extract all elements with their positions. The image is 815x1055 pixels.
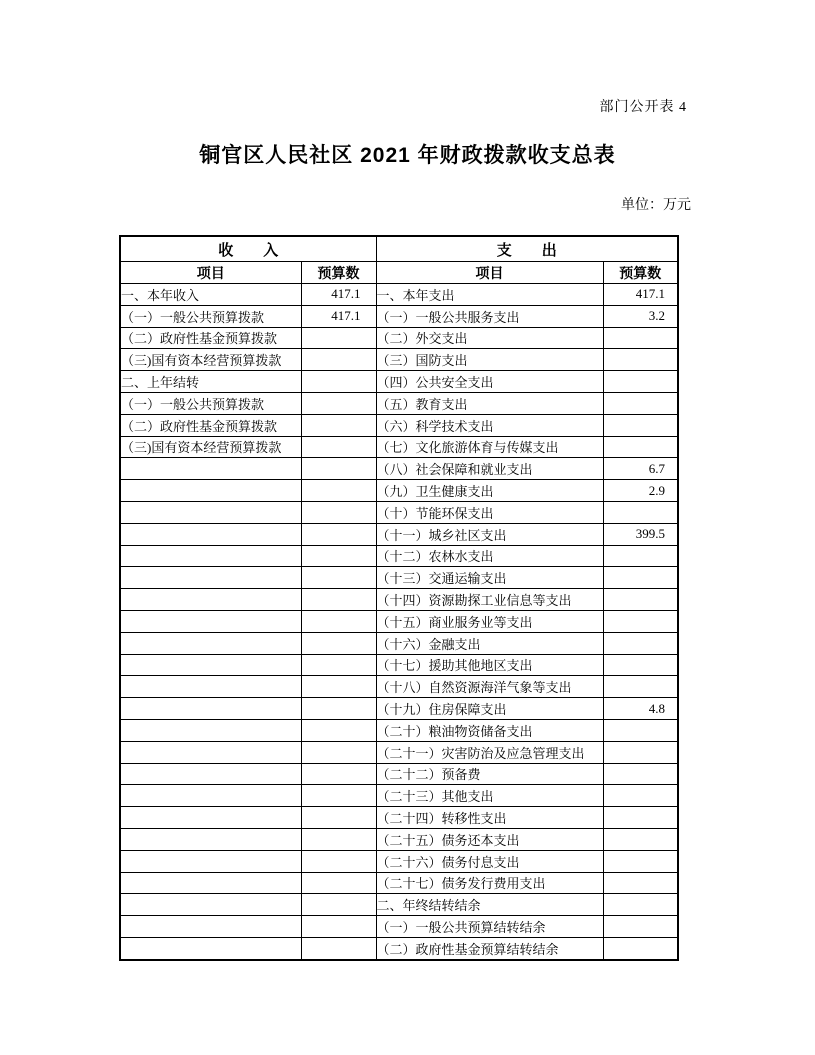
section-header-row xyxy=(120,236,678,262)
expense-item-cell: （二十四）转移性支出 xyxy=(376,807,603,829)
table-row xyxy=(120,392,678,414)
income-value-cell xyxy=(301,458,376,480)
income-value-cell xyxy=(301,698,376,720)
income-item-cell xyxy=(120,937,301,959)
income-value-cell xyxy=(301,327,376,349)
income-item-cell xyxy=(120,501,301,523)
expense-value-cell xyxy=(603,872,678,894)
income-value-cell xyxy=(301,719,376,741)
income-item-cell xyxy=(120,785,301,807)
doc-sheet-label: 部门公开表 4 xyxy=(599,100,687,115)
table-row xyxy=(120,523,678,545)
expense-value-cell xyxy=(603,763,678,785)
income-item-cell xyxy=(120,828,301,850)
expense-value-cell: 6.7 xyxy=(603,458,678,480)
income-item-cell: （一）一般公共预算拨款 xyxy=(120,305,301,327)
income-item-cell: 一、本年收入 xyxy=(120,284,301,306)
expense-value-cell xyxy=(603,916,678,938)
income-value-cell xyxy=(301,371,376,393)
income-value-cell xyxy=(301,501,376,523)
expense-section-header: 支 出 xyxy=(376,236,678,262)
table-row xyxy=(120,480,678,502)
page-title: 铜官区人民社区 2021 年财政拨款收支总表 xyxy=(199,144,616,167)
expense-item-cell: （四）公共安全支出 xyxy=(376,371,603,393)
income-value-cell xyxy=(301,632,376,654)
expense-item-cell: （十二）农林水支出 xyxy=(376,545,603,567)
income-value-cell xyxy=(301,610,376,632)
income-item-cell xyxy=(120,480,301,502)
table-row xyxy=(120,654,678,676)
income-value-cell xyxy=(301,676,376,698)
income-item-cell xyxy=(120,850,301,872)
table-row xyxy=(120,545,678,567)
table-row xyxy=(120,719,678,741)
income-value-cell xyxy=(301,567,376,589)
income-value-cell xyxy=(301,392,376,414)
income-value-cell xyxy=(301,741,376,763)
expense-value-cell xyxy=(603,349,678,371)
expense-value-cell: 417.1 xyxy=(603,284,678,306)
table-row xyxy=(120,676,678,698)
expense-item-cell: （三）国防支出 xyxy=(376,349,603,371)
income-item-cell xyxy=(120,872,301,894)
income-value-cell xyxy=(301,763,376,785)
table-row xyxy=(120,349,678,371)
table-row xyxy=(120,436,678,458)
expense-value-cell: 4.8 xyxy=(603,698,678,720)
income-item-cell: （二）政府性基金预算拨款 xyxy=(120,414,301,436)
expense-item-cell: （十七）援助其他地区支出 xyxy=(376,654,603,676)
table-row xyxy=(120,872,678,894)
expense-item-cell: （二十六）债务付息支出 xyxy=(376,850,603,872)
income-budget-header: 预算数 xyxy=(301,262,376,284)
table-row xyxy=(120,828,678,850)
table-row xyxy=(120,371,678,393)
income-item-cell xyxy=(120,654,301,676)
expense-item-cell: （十五）商业服务业等支出 xyxy=(376,610,603,632)
expense-item-cell: （十一）城乡社区支出 xyxy=(376,523,603,545)
income-item-cell xyxy=(120,458,301,480)
income-item-cell xyxy=(120,741,301,763)
expense-item-cell: （八）社会保障和就业支出 xyxy=(376,458,603,480)
expense-item-cell: （二十五）债务还本支出 xyxy=(376,828,603,850)
income-item-cell xyxy=(120,676,301,698)
table-body xyxy=(120,284,678,960)
expense-budget-header: 预算数 xyxy=(603,262,678,284)
income-item-cell xyxy=(120,523,301,545)
income-value-cell xyxy=(301,523,376,545)
income-item-cell xyxy=(120,610,301,632)
expense-value-cell xyxy=(603,894,678,916)
table-row xyxy=(120,458,678,480)
income-item-cell: （一）一般公共预算拨款 xyxy=(120,392,301,414)
expense-item-cell: （二十）粮油物资储备支出 xyxy=(376,719,603,741)
budget-table xyxy=(119,235,679,961)
income-value-cell xyxy=(301,480,376,502)
table-row xyxy=(120,785,678,807)
income-item-cell: （三)国有资本经营预算拨款 xyxy=(120,436,301,458)
table-row xyxy=(120,894,678,916)
expense-item-cell: 一、本年支出 xyxy=(376,284,603,306)
income-value-cell xyxy=(301,414,376,436)
income-item-cell xyxy=(120,807,301,829)
table-row xyxy=(120,589,678,611)
table-row xyxy=(120,916,678,938)
table-row xyxy=(120,741,678,763)
expense-value-cell xyxy=(603,610,678,632)
income-item-cell: （三)国有资本经营预算拨款 xyxy=(120,349,301,371)
table-row xyxy=(120,327,678,349)
income-value-cell: 417.1 xyxy=(301,305,376,327)
income-item-cell xyxy=(120,916,301,938)
table-row xyxy=(120,305,678,327)
expense-item-cell: （十）节能环保支出 xyxy=(376,501,603,523)
expense-item-cell: （一）一般公共服务支出 xyxy=(376,305,603,327)
table-row xyxy=(120,850,678,872)
income-item-cell: （二）政府性基金预算拨款 xyxy=(120,327,301,349)
expense-item-cell: （二十三）其他支出 xyxy=(376,785,603,807)
table-row xyxy=(120,763,678,785)
income-value-cell xyxy=(301,589,376,611)
expense-value-cell xyxy=(603,807,678,829)
expense-value-cell xyxy=(603,501,678,523)
income-item-cell xyxy=(120,894,301,916)
expense-item-cell: （一）一般公共预算结转结余 xyxy=(376,916,603,938)
income-value-cell xyxy=(301,436,376,458)
table-row xyxy=(120,937,678,959)
table-row xyxy=(120,632,678,654)
expense-value-cell xyxy=(603,414,678,436)
expense-item-cell: （二十二）预备费 xyxy=(376,763,603,785)
expense-item-cell: （十六）金融支出 xyxy=(376,632,603,654)
expense-value-cell xyxy=(603,545,678,567)
expense-value-cell: 2.9 xyxy=(603,480,678,502)
income-item-cell xyxy=(120,589,301,611)
expense-value-cell: 3.2 xyxy=(603,305,678,327)
income-value-cell xyxy=(301,828,376,850)
expense-item-cell: （五）教育支出 xyxy=(376,392,603,414)
income-item-cell xyxy=(120,698,301,720)
expense-value-cell xyxy=(603,850,678,872)
expense-item-cell: （十四）资源勘探工业信息等支出 xyxy=(376,589,603,611)
expense-item-cell: 二、年终结转结余 xyxy=(376,894,603,916)
expense-value-cell xyxy=(603,937,678,959)
income-value-cell: 417.1 xyxy=(301,284,376,306)
expense-item-cell: （十九）住房保障支出 xyxy=(376,698,603,720)
expense-value-cell xyxy=(603,785,678,807)
expense-item-cell: （二十七）债务发行费用支出 xyxy=(376,872,603,894)
expense-value-cell xyxy=(603,436,678,458)
income-value-cell xyxy=(301,807,376,829)
income-item-cell xyxy=(120,763,301,785)
table-row xyxy=(120,610,678,632)
expense-value-cell xyxy=(603,371,678,393)
income-value-cell xyxy=(301,785,376,807)
income-value-cell xyxy=(301,850,376,872)
income-item-header: 项目 xyxy=(120,262,301,284)
table-row xyxy=(120,284,678,306)
table-row xyxy=(120,501,678,523)
expense-item-cell: （七）文化旅游体育与传媒支出 xyxy=(376,436,603,458)
expense-value-cell xyxy=(603,719,678,741)
table-row xyxy=(120,567,678,589)
income-value-cell xyxy=(301,349,376,371)
expense-value-cell xyxy=(603,392,678,414)
unit-label: 单位：万元 xyxy=(621,198,691,213)
column-header-row xyxy=(120,262,678,284)
income-item-cell xyxy=(120,719,301,741)
income-section-header: 收 入 xyxy=(120,236,376,262)
expense-value-cell xyxy=(603,327,678,349)
table-row xyxy=(120,414,678,436)
table-row xyxy=(120,807,678,829)
income-value-cell xyxy=(301,894,376,916)
expense-item-cell: （十三）交通运输支出 xyxy=(376,567,603,589)
expense-value-cell xyxy=(603,567,678,589)
expense-item-cell: （二）政府性基金预算结转结余 xyxy=(376,937,603,959)
expense-item-cell: （二）外交支出 xyxy=(376,327,603,349)
expense-value-cell xyxy=(603,676,678,698)
income-item-cell xyxy=(120,545,301,567)
income-value-cell xyxy=(301,916,376,938)
income-value-cell xyxy=(301,654,376,676)
expense-item-cell: （九）卫生健康支出 xyxy=(376,480,603,502)
expense-value-cell xyxy=(603,741,678,763)
expense-value-cell xyxy=(603,632,678,654)
expense-item-cell: （二十一）灾害防治及应急管理支出 xyxy=(376,741,603,763)
expense-value-cell xyxy=(603,828,678,850)
expense-value-cell: 399.5 xyxy=(603,523,678,545)
expense-item-cell: （十八）自然资源海洋气象等支出 xyxy=(376,676,603,698)
income-item-cell: 二、上年结转 xyxy=(120,371,301,393)
expense-item-header: 项目 xyxy=(376,262,603,284)
income-value-cell xyxy=(301,937,376,959)
expense-item-cell: （六）科学技术支出 xyxy=(376,414,603,436)
income-item-cell xyxy=(120,632,301,654)
table-row xyxy=(120,698,678,720)
income-value-cell xyxy=(301,545,376,567)
expense-value-cell xyxy=(603,589,678,611)
expense-value-cell xyxy=(603,654,678,676)
income-value-cell xyxy=(301,872,376,894)
income-item-cell xyxy=(120,567,301,589)
